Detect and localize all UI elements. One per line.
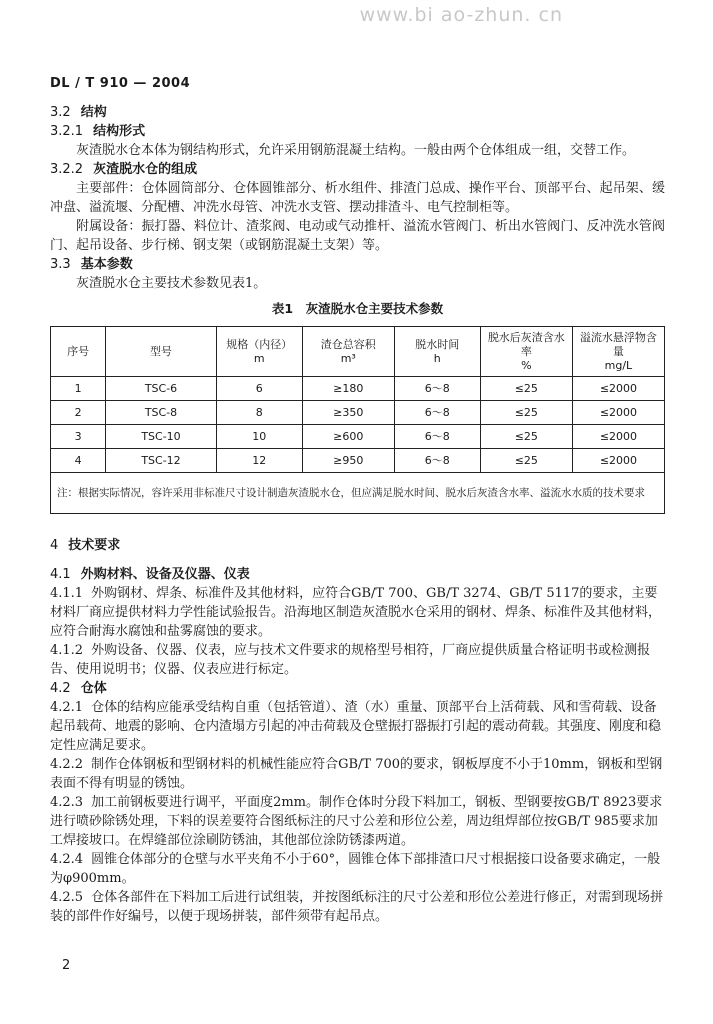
section-number: 4 — [50, 538, 59, 553]
clause-text: 制作仓体钢板和型钢材料的机械性能应符合GB/T 700的要求，钢板厚度不小于10mm，钢板和型钢表面不得有明显的锈蚀。 — [50, 757, 663, 791]
clause-4-1-1 — [50, 584, 665, 641]
cell: 12 — [216, 449, 302, 473]
cell: ≤2000 — [572, 377, 664, 401]
table-header-row — [51, 327, 665, 377]
section-number: 3.2 — [50, 105, 71, 120]
section-title: 仓体 — [80, 681, 107, 696]
section-4-2 — [50, 679, 665, 698]
clause-number: 4.2.1 — [50, 700, 84, 715]
table-row — [51, 449, 665, 473]
clause-number: 4.2.5 — [50, 890, 84, 905]
clause-number: 4.2.2 — [50, 757, 84, 772]
section-4 — [50, 536, 665, 555]
cell: 2 — [51, 401, 106, 425]
clause-number: 4.2.4 — [50, 852, 84, 867]
cell: TSC-8 — [106, 401, 217, 425]
clause-text: 圆锥仓体部分的仓壁与水平夹角不小于60°，圆锥仓体下部排渣口尺寸根据接口设备要求确定，一般为φ900mm。 — [50, 852, 661, 886]
clause-4-2-3 — [50, 793, 665, 850]
cell: TSC-10 — [106, 425, 217, 449]
document-body — [50, 103, 665, 926]
paragraph-3-3: 灰渣脱水仓主要技术参数见表1。 — [76, 276, 267, 291]
section-title: 灰渣脱水仓的组成 — [93, 162, 198, 177]
section-4-1 — [50, 565, 665, 584]
table-row — [51, 425, 665, 449]
section-number: 4.1 — [50, 567, 71, 582]
section-title: 结构 — [80, 105, 107, 120]
cell: 6～8 — [394, 401, 480, 425]
clause-4-1-2 — [50, 641, 665, 679]
header-diameter: 规格（内径） m — [216, 327, 302, 377]
header-index: 序号 — [51, 327, 106, 377]
cell: ≤25 — [480, 425, 572, 449]
header-dewatering-time: 脱水时间 h — [394, 327, 480, 377]
paragraph-3-2-1: 灰渣脱水仓本体为钢结构形式，允许采用钢筋混凝土结构。一般由两个仓体组成一组，交替工作。 — [76, 143, 636, 158]
clause-4-2-1 — [50, 698, 665, 755]
header-model: 型号 — [106, 327, 217, 377]
table-note: 注：根据实际情况，容许采用非标准尺寸设计制造灰渣脱水仓，但应满足脱水时间、脱水后灰渣含水率、溢流水水质的技术要求 — [51, 473, 665, 514]
table-row — [51, 377, 665, 401]
cell: ≤25 — [480, 377, 572, 401]
table-row — [51, 401, 665, 425]
clause-text: 外购设备、仪器、仪表，应与技术文件要求的规格型号相符，厂商应提供质量合格证明书或检测报告、使用说明书；仪器、仪表应进行标定。 — [50, 643, 651, 677]
section-number: 4.2 — [50, 681, 71, 696]
cell: 1 — [51, 377, 106, 401]
section-3-2-1 — [50, 122, 665, 141]
cell: ≥600 — [302, 425, 394, 449]
section-number: 3.2.2 — [50, 162, 84, 177]
cell: 10 — [216, 425, 302, 449]
table-caption: 表1 灰渣脱水仓主要技术参数 — [271, 301, 444, 316]
cell: ≥350 — [302, 401, 394, 425]
section-3-2 — [50, 103, 665, 122]
clause-4-2-4 — [50, 850, 665, 888]
cell: ≥950 — [302, 449, 394, 473]
standard-code: DL / T 910 — 2004 — [50, 76, 191, 91]
clause-4-2-5 — [50, 888, 665, 926]
clause-number: 4.2.3 — [50, 795, 84, 810]
cell: 8 — [216, 401, 302, 425]
paragraph-main-parts: 主要部件：仓体圆筒部分、仓体圆锥部分、析水组件、排渣门总成、操作平台、顶部平台、起吊架、缓冲盘、溢流堰、分配槽、冲洗水母管、冲洗水支管、摆动排渣斗、电气控制柜等。 — [50, 181, 665, 215]
header-moisture: 脱水后灰渣含水率 % — [480, 327, 572, 377]
cell: 6～8 — [394, 377, 480, 401]
section-3-2-2 — [50, 160, 665, 179]
cell: TSC-6 — [106, 377, 217, 401]
cell: 6 — [216, 377, 302, 401]
clause-text: 外购钢材、焊条、标准件及其他材料，应符合GB/T 700、GB/T 3274、GB/T 5117的要求，主要材料厂商应提供材料力学性能试验报告。沿海地区制造灰渣脱水仓采用的钢材、焊条、标准件及其他材料，应符合耐海水腐蚀和盐雾腐蚀的要求。 — [50, 586, 662, 639]
paragraph-aux-equipment: 附属设备：振打器、料位计、渣浆阀、电动或气动推杆、溢流水管阀门、析出水管阀门、反冲洗水管阀门、起吊设备、步行梯、钢支架（或钢筋混凝土支架）等。 — [50, 219, 665, 253]
cell: ≤25 — [480, 401, 572, 425]
cell: ≤25 — [480, 449, 572, 473]
clause-text: 仓体的结构应能承受结构自重（包括管道）、渣（水）重量、顶部平台上活荷载、风和雪荷载、设备起吊载荷、地震的影响、仓内渣塌方引起的冲击荷载及仓壁振打器振打引起的震动荷载。其强度、刚度和稳定性应满足要求。 — [50, 700, 662, 753]
section-number: 3.2.1 — [50, 124, 84, 139]
clause-number: 4.1.1 — [50, 586, 84, 601]
header-volume: 渣仓总容积 m³ — [302, 327, 394, 377]
parameters-table — [50, 326, 665, 514]
cell: 3 — [51, 425, 106, 449]
table-note-row — [51, 473, 665, 514]
header-suspended-solids: 溢流水悬浮物含量 mg/L — [572, 327, 664, 377]
cell: 6～8 — [394, 425, 480, 449]
section-3-3 — [50, 255, 665, 274]
section-title: 技术要求 — [68, 538, 121, 553]
clause-text: 加工前钢板要进行调平，平面度2mm。制作仓体时分段下料加工，钢板、型钢要按GB/T 8923要求进行喷砂除锈处理，下料的误差要符合图纸标注的尺寸公差和形位公差，周边组焊部位按GB/T 985要求加工焊接坡口。在焊缝部位涂刷防锈油，其他部位涂防锈漆两道。 — [50, 795, 663, 848]
section-title: 基本参数 — [80, 257, 133, 272]
cell: TSC-12 — [106, 449, 217, 473]
section-number: 3.3 — [50, 257, 71, 272]
cell: ≤2000 — [572, 425, 664, 449]
section-title: 外购材料、设备及仪器、仪表 — [80, 567, 250, 582]
clause-number: 4.1.2 — [50, 643, 84, 658]
page-number: 2 — [62, 958, 71, 973]
section-title: 结构形式 — [93, 124, 146, 139]
watermark: www.bi ao-zhun. cn — [359, 4, 563, 26]
clause-text: 仓体各部件在下料加工后进行试组装，并按图纸标注的尺寸公差和形位公差进行修正，对需到现场拼装的部件作好编号，以便于现场拼装，部件须带有起吊点。 — [50, 890, 664, 924]
cell: ≤2000 — [572, 449, 664, 473]
cell: 6～8 — [394, 449, 480, 473]
cell: ≥180 — [302, 377, 394, 401]
cell: ≤2000 — [572, 401, 664, 425]
cell: 4 — [51, 449, 106, 473]
clause-4-2-2 — [50, 755, 665, 793]
